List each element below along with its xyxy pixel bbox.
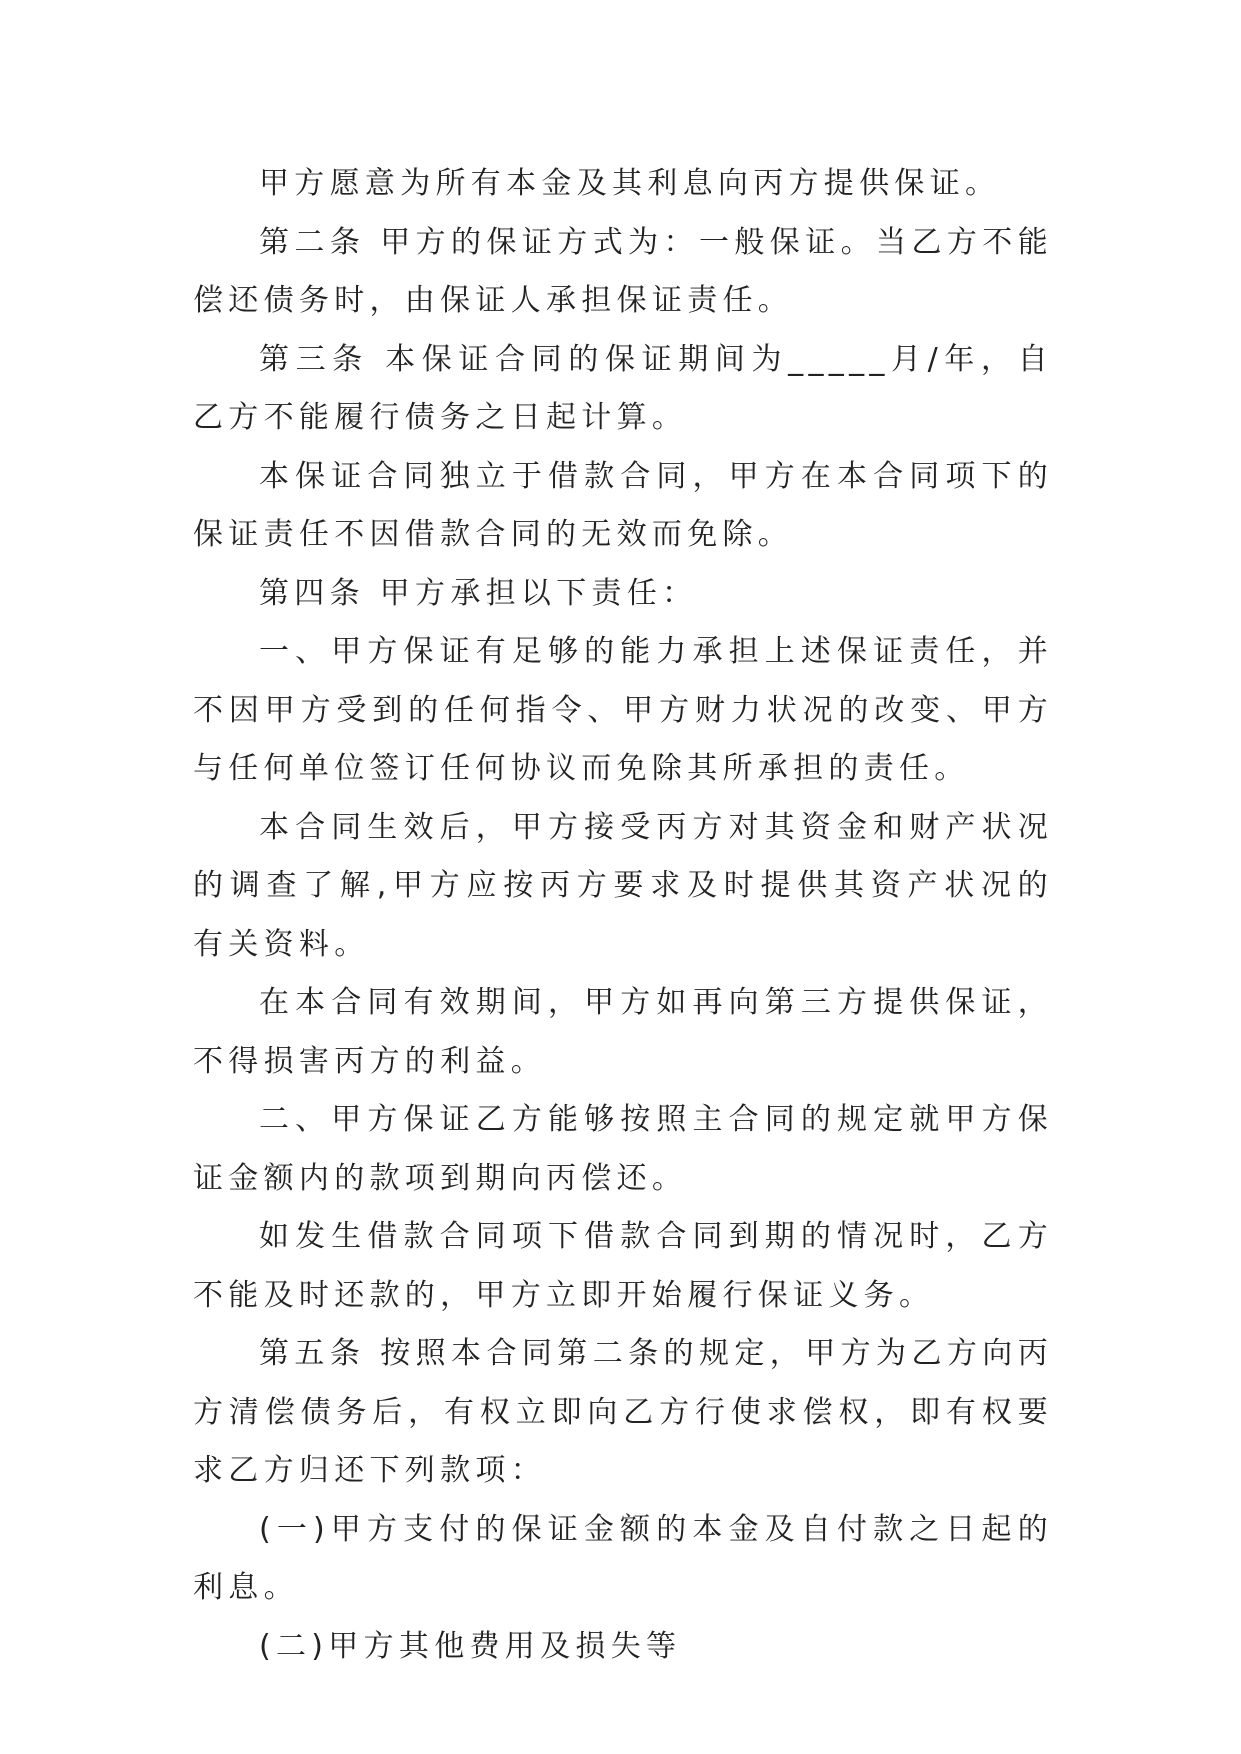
paragraph-article-3: 第三条 本保证合同的保证期间为_____月/年，自乙方不能履行债务之日起计算。 — [193, 341, 1053, 435]
paragraph-clause-1: 一、甲方保证有足够的能力承担上述保证责任，并不因甲方受到的任何指令、甲方财力状况的改变、甲方与任何单位签订任何协议而免除其所承担的责任。 — [193, 634, 1053, 786]
paragraph-article-4: 第四条 甲方承担以下责任： — [259, 575, 698, 611]
paragraph-independence: 本保证合同独立于借款合同，甲方在本合同项下的保证责任不因借款合同的无效而免除。 — [193, 458, 1053, 552]
document-body — [193, 155, 1053, 1676]
paragraph-clause-2: 二、甲方保证乙方能够按照主合同的规定就甲方保证金额内的款项到期向丙偿还。 — [193, 1102, 1053, 1196]
paragraph-investigation: 本合同生效后，甲方接受丙方对其资金和财产状况的调查了解,甲方应按丙方要求及时提供其资产状况的有关资料。 — [193, 809, 1053, 962]
paragraph-default: 如发生借款合同项下借款合同到期的情况时，乙方不能及时还款的，甲方立即开始履行保证义务。 — [193, 1219, 1053, 1313]
paragraph-item-2: (二)甲方其他费用及损失等 — [259, 1628, 682, 1664]
paragraph-guarantee-scope: 甲方愿意为所有本金及其利息向丙方提供保证。 — [259, 166, 1001, 201]
paragraph-article-5: 第五条 按照本合同第二条的规定，甲方为乙方向丙方清偿债务后，有权立即向乙方行使求偿权，即有权要求乙方归还下列款项： — [193, 1336, 1053, 1488]
paragraph-third-party: 在本合同有效期间，甲方如再向第三方提供保证，不得损害丙方的利益。 — [193, 985, 1053, 1079]
paragraph-item-1: (一)甲方支付的保证金额的本金及自付款之日起的利息。 — [193, 1511, 1053, 1605]
paragraph-article-2: 第二条 甲方的保证方式为：一般保证。当乙方不能偿还债务时，由保证人承担保证责任。 — [193, 224, 1053, 318]
